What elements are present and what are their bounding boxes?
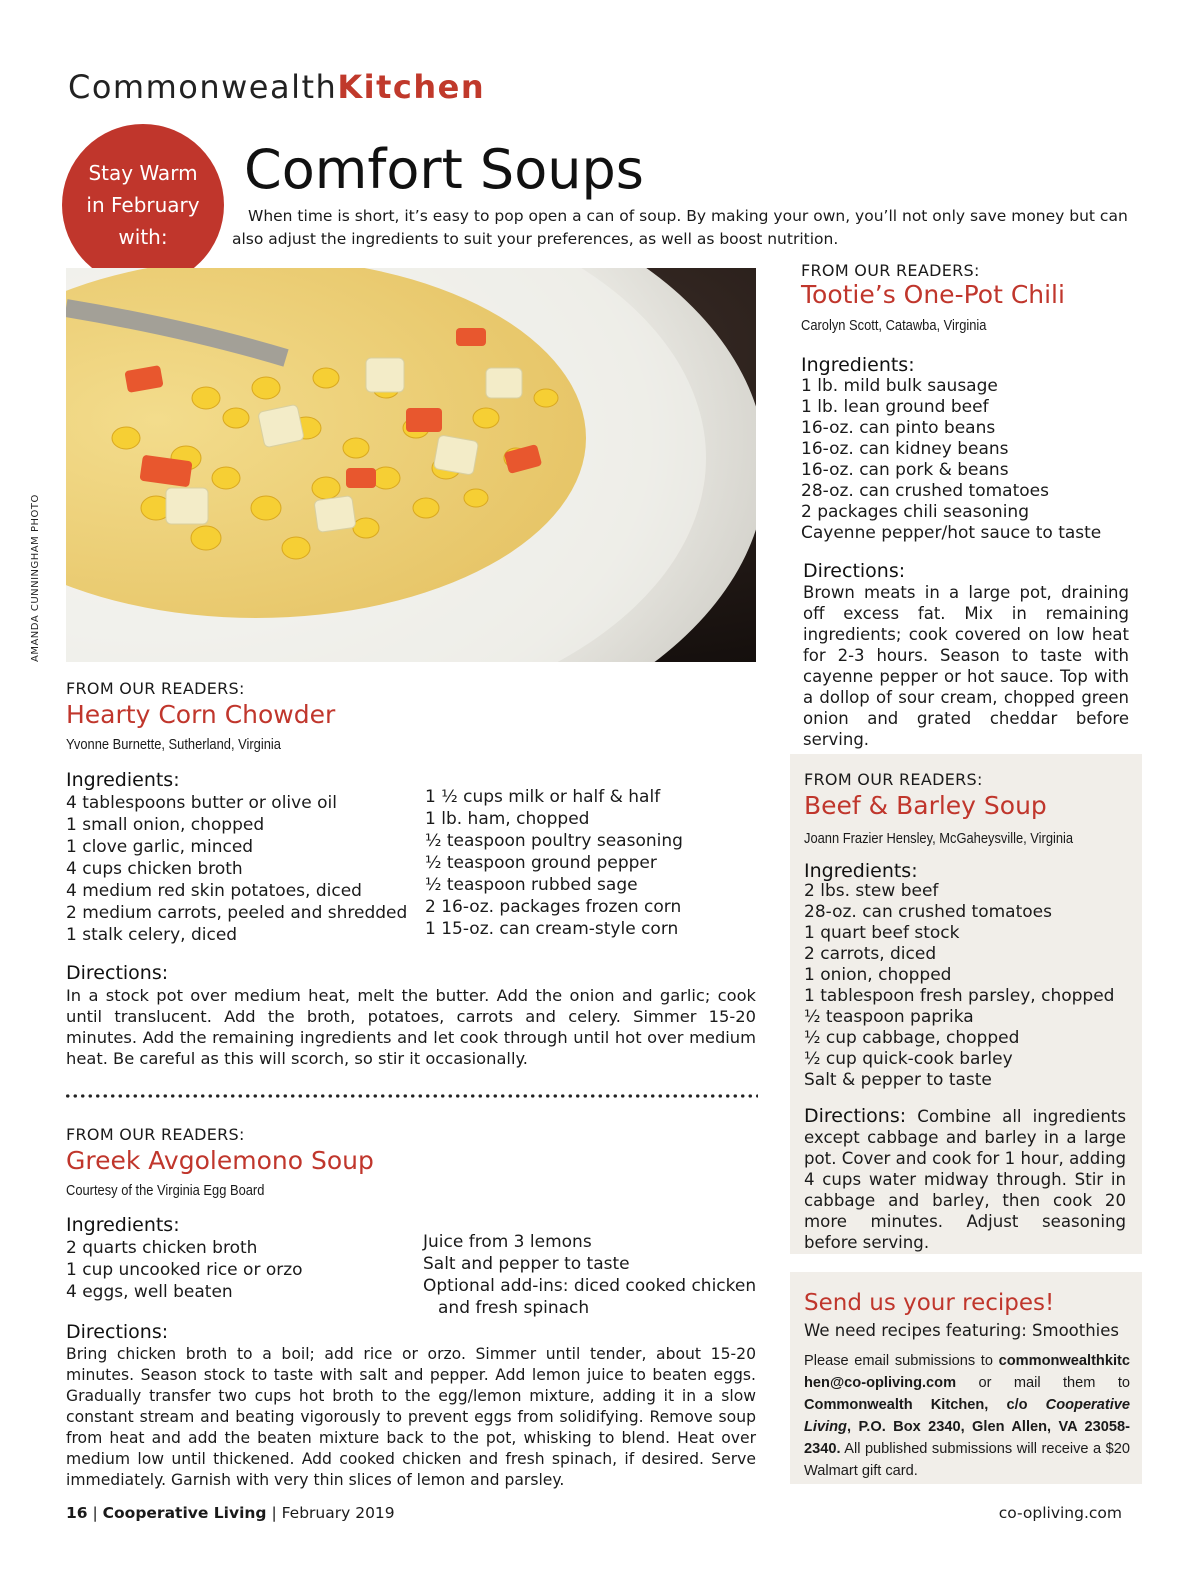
chili-title: Tootie’s One-Pot Chili	[801, 280, 1065, 309]
list-item: Salt & pepper to taste	[804, 1070, 992, 1090]
list-item: Optional add-ins: diced cooked chicken	[423, 1276, 757, 1296]
stay-warm-badge	[62, 124, 224, 286]
list-item: Juice from 3 lemons	[423, 1232, 592, 1252]
list-item: 4 cups chicken broth	[66, 859, 243, 879]
list-item: 1 clove garlic, minced	[66, 837, 254, 857]
send-address-2: , P.O. Box 2340, Glen Allen, VA 23058-2340.	[804, 1419, 1130, 1457]
chowder-directions-heading: Directions:	[66, 962, 169, 984]
chowder-from-readers: FROM OUR READERS:	[66, 679, 245, 698]
barley-directions: Combine all ingredients except cabbage and barley in a large pot. Cover and cook for 1 hour, adding 4 cups water midway through. Stir in cabbage and barley, then cook 20 more minutes. Adjust seasoning before serving.	[804, 1107, 1127, 1252]
list-item: ½ cup quick-cook barley	[804, 1049, 1013, 1069]
list-item: Salt and pepper to taste	[423, 1254, 630, 1274]
list-item: 4 medium red skin potatoes, diced	[66, 881, 362, 901]
footer-magazine: Cooperative Living	[102, 1504, 267, 1522]
list-item: 1 ½ cups milk or half & half	[425, 787, 661, 807]
chili-from-readers: FROM OUR READERS:	[801, 261, 980, 280]
list-item: 16-oz. can pork & beans	[801, 460, 1009, 480]
footer-site-link[interactable]: co-opliving.com	[998, 1504, 1122, 1522]
intro-text: When time is short, it’s easy to pop open a can of soup. By making your own, you’ll not only save money but can also adjust the ingredients to suit your preferences, as well as boost nutrition.	[232, 207, 1128, 248]
chowder-ingredients-heading: Ingredients:	[66, 769, 180, 791]
barley-ingredients-list	[804, 881, 1114, 1091]
list-item: 2 16-oz. packages frozen corn	[425, 897, 682, 917]
list-item: 16-oz. can pinto beans	[801, 418, 996, 438]
list-item: 28-oz. can crushed tomatoes	[804, 902, 1052, 922]
list-item: 2 lbs. stew beef	[804, 881, 939, 901]
badge-line-2: in February	[86, 193, 200, 217]
badge-line-1: Stay Warm	[88, 161, 198, 185]
list-item: 1 lb. lean ground beef	[801, 397, 989, 417]
photo-credit: AMANDA CUNNINGHAM PHOTO	[30, 494, 41, 662]
chili-directions: Brown meats in a large pot, draining off excess fat. Mix in remaining ingredients; cook covered on low heat for 2-3 hours. Season to taste with cayenne pepper or hot sauce. Top with a dollop of sour cream, chopped green onion and grated cheddar before serving.	[803, 583, 1129, 749]
list-item: 16-oz. can kidney beans	[801, 439, 1009, 459]
list-item: and fresh spinach	[438, 1298, 590, 1318]
list-item: ½ cup cabbage, chopped	[804, 1028, 1020, 1048]
list-item: 4 eggs, well beaten	[66, 1282, 233, 1302]
chowder-title: Hearty Corn Chowder	[66, 700, 336, 729]
list-item: 1 lb. ham, chopped	[425, 809, 590, 829]
send-recipes-title: Send us your recipes!	[804, 1290, 1055, 1316]
list-item: ½ teaspoon rubbed sage	[425, 875, 638, 895]
chowder-directions: In a stock pot over medium heat, melt the butter. Add the onion and garlic; cook until translucent. Add the broth, potatoes, carrots and celery. Simmer 15-20 minutes. Add the remaining ingredients and let cook through until hot over medium heat. Be careful as this will scorch, so stir it occasionally.	[66, 986, 756, 1068]
list-item: 2 packages chili seasoning	[801, 502, 1029, 522]
barley-ingredients-heading: Ingredients:	[804, 860, 918, 882]
send-address-mag: Cooperative Living	[804, 1397, 1130, 1435]
greek-title: Greek Avgolemono Soup	[66, 1146, 374, 1175]
greek-byline: Courtesy of the Virginia Egg Board	[66, 1182, 265, 1199]
page-title: Comfort Soups	[244, 138, 644, 201]
list-item: 1 stalk celery, diced	[66, 925, 238, 945]
chowder-ingredients-col1	[66, 792, 407, 946]
list-item: ½ teaspoon poultry seasoning	[425, 831, 683, 851]
list-item: 1 small onion, chopped	[66, 815, 265, 835]
barley-directions-block	[804, 1106, 1126, 1253]
brand-kitchen: Kitchen	[337, 68, 486, 106]
send-body-3: All published submissions will receive a $20 Walmart gift card.	[804, 1441, 1130, 1479]
list-item: 2 carrots, diced	[804, 944, 937, 964]
chili-directions-heading: Directions:	[803, 560, 906, 582]
greek-ingredients-heading: Ingredients:	[66, 1214, 180, 1236]
greek-directions-heading: Directions:	[66, 1321, 169, 1343]
list-item: 1 tablespoon fresh parsley, chopped	[804, 986, 1115, 1006]
list-item: Cayenne pepper/hot sauce to taste	[801, 523, 1102, 543]
greek-directions: Bring chicken broth to a boil; add rice or orzo. Simmer until tender, about 15-20 minutes. Season stock to taste with salt and pepper. Add lemon juice to beaten eggs. Gradually transfer two cups hot broth to the egg/lemon mixture, adding it in a slow constant stream and beating vigorously to prevent eggs from solidifying. Remove soup from heat and add the beaten mixture back to the pot, whisking to blend. Heat over medium low until thickened. Add cooked chicken and fresh spinach, if desired. Serve immediately. Garnish with very thin slices of lemon and parsley.	[66, 1345, 756, 1489]
barley-byline: Joann Frazier Hensley, McGaheysville, Virginia	[804, 830, 1074, 847]
list-item: 1 lb. mild bulk sausage	[801, 376, 998, 396]
footer-issue: February 2019	[281, 1504, 395, 1522]
chili-ingredients-list	[801, 376, 1101, 544]
list-item: 2 quarts chicken broth	[66, 1238, 258, 1258]
list-item: 1 quart beef stock	[804, 923, 960, 943]
send-recipes-subtitle: We need recipes featuring: Smoothies	[804, 1321, 1120, 1340]
greek-ingredients-col2	[423, 1231, 756, 1319]
list-item: 4 tablespoons butter or olive oil	[66, 793, 337, 813]
list-item: ½ teaspoon paprika	[804, 1007, 974, 1027]
list-item: 1 onion, chopped	[804, 965, 952, 985]
send-body-2: or mail them to	[956, 1375, 1130, 1391]
corn-chowder-image	[66, 268, 756, 662]
barley-from-readers: FROM OUR READERS:	[804, 770, 983, 789]
footer-page-number: 16	[66, 1504, 88, 1522]
list-item: 28-oz. can crushed tomatoes	[801, 481, 1049, 501]
send-email-link[interactable]: commonwealthkitchen@co-opliving.com	[804, 1353, 1130, 1391]
badge-line-3: with:	[118, 225, 168, 249]
brand-commonwealth: Commonwealth	[68, 68, 338, 106]
soup-photo	[66, 268, 756, 662]
send-recipes-body	[804, 1350, 1130, 1482]
greek-from-readers: FROM OUR READERS:	[66, 1125, 245, 1144]
list-item: 1 cup uncooked rice or orzo	[66, 1260, 303, 1280]
page-footer: 16 | Cooperative Living | February 2019	[66, 1504, 395, 1522]
barley-title: Beef & Barley Soup	[804, 791, 1047, 820]
list-item: 1 15-oz. can cream-style corn	[425, 919, 679, 939]
chili-ingredients-heading: Ingredients:	[801, 354, 915, 376]
chili-byline: Carolyn Scott, Catawba, Virginia	[801, 317, 987, 334]
list-item: 2 medium carrots, peeled and shredded	[66, 903, 408, 923]
list-item: ½ teaspoon ground pepper	[425, 853, 657, 873]
chowder-byline: Yvonne Burnette, Sutherland, Virginia	[66, 736, 281, 753]
greek-ingredients-col1	[66, 1237, 303, 1303]
send-body-1: Please email submissions to	[804, 1353, 999, 1369]
section-brand	[68, 68, 485, 106]
chowder-ingredients-col2	[425, 786, 683, 940]
send-address-1: Commonwealth Kitchen, c/o	[804, 1397, 1046, 1413]
barley-directions-heading: Directions:	[804, 1105, 907, 1127]
dotted-divider	[64, 1094, 758, 1098]
